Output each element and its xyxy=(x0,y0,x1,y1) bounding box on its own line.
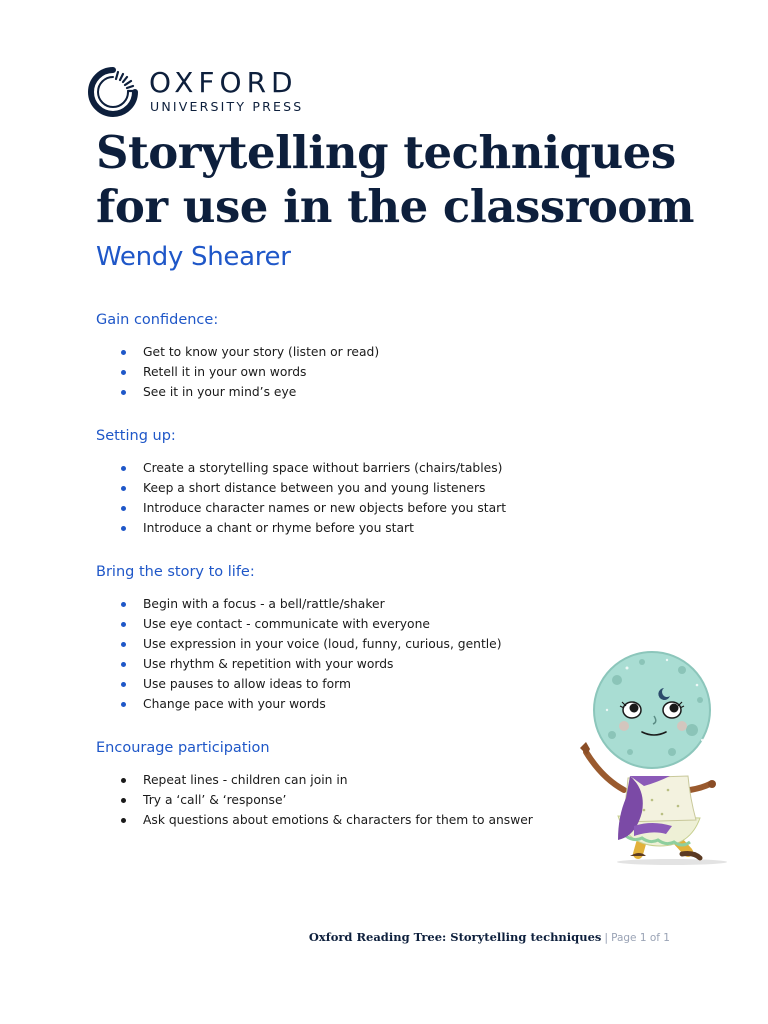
section-gain-confidence xyxy=(96,310,566,402)
page-number: Page 1 of 1 xyxy=(611,932,670,944)
author-name: Wendy Shearer xyxy=(96,242,291,272)
bullet-icon xyxy=(121,526,126,531)
list-item xyxy=(96,614,566,634)
bullet-icon xyxy=(121,702,126,707)
bullet-icon xyxy=(121,486,126,491)
list-item xyxy=(96,458,566,478)
title-line-2: for use in the classroom xyxy=(96,180,695,233)
bullet-list xyxy=(96,594,566,714)
list-item xyxy=(96,518,566,538)
list-item-text: Use rhythm & repetition with your words xyxy=(143,657,394,671)
list-item xyxy=(96,594,566,614)
page-footer xyxy=(309,930,670,944)
list-item xyxy=(96,790,566,810)
bullet-icon xyxy=(121,370,126,375)
section-bring-story-to-life xyxy=(96,562,566,714)
bullet-icon xyxy=(121,622,126,627)
bullet-list xyxy=(96,770,566,830)
list-item xyxy=(96,498,566,518)
bullet-icon xyxy=(121,682,126,687)
bullet-icon xyxy=(121,390,126,395)
list-item-text: Try a ‘call’ & ‘response’ xyxy=(143,793,287,807)
bullet-icon xyxy=(121,798,126,803)
bullet-icon xyxy=(121,466,126,471)
list-item xyxy=(96,674,566,694)
logo-subtitle: UNIVERSITY PRESS xyxy=(150,99,304,114)
section-heading: Gain confidence: xyxy=(96,312,219,328)
footer-title: Oxford Reading Tree: Storytelling techniques xyxy=(308,930,602,944)
list-item-text: Keep a short distance between you and young listeners xyxy=(143,481,486,495)
list-item-text: Use eye contact - communicate with everyone xyxy=(143,617,430,631)
list-item-text: Create a storytelling space without barriers (chairs/tables) xyxy=(143,461,503,475)
list-item xyxy=(96,810,566,830)
oxford-logo xyxy=(87,66,327,118)
title-line-1: Storytelling techniques xyxy=(96,126,676,179)
logo-wordmark: OXFORD xyxy=(149,66,298,99)
section-setting-up xyxy=(96,426,566,538)
list-item-text: Repeat lines - children can join in xyxy=(143,773,348,787)
moon-character-illustration xyxy=(572,640,732,870)
section-heading: Bring the story to life: xyxy=(96,564,255,580)
list-item xyxy=(96,382,566,402)
list-item xyxy=(96,770,566,790)
list-item xyxy=(96,654,566,674)
list-item xyxy=(96,694,566,714)
bullet-icon xyxy=(121,778,126,783)
bullet-icon xyxy=(121,506,126,511)
list-item xyxy=(96,342,566,362)
list-item-text: See it in your mind’s eye xyxy=(143,385,297,399)
list-item-text: Ask questions about emotions & characters for them to answer xyxy=(143,813,533,827)
section-heading: Setting up: xyxy=(96,428,176,444)
list-item-text: Introduce a chant or rhyme before you start xyxy=(143,521,414,535)
bullet-icon xyxy=(121,662,126,667)
bullet-list xyxy=(96,458,566,538)
oxford-logo-icon xyxy=(87,66,139,118)
list-item xyxy=(96,362,566,382)
bullet-list xyxy=(96,342,566,402)
list-item-text: Introduce character names or new objects before you start xyxy=(143,501,507,515)
list-item-text: Change pace with your words xyxy=(143,697,326,711)
list-item-text: Retell it in your own words xyxy=(143,365,307,379)
list-item-text: Use expression in your voice (loud, funny, curious, gentle) xyxy=(143,637,502,651)
list-item-text: Get to know your story (listen or read) xyxy=(143,345,380,359)
page-title xyxy=(96,126,736,234)
bullet-icon xyxy=(121,602,126,607)
bullet-icon xyxy=(121,350,126,355)
bullet-icon xyxy=(121,818,126,823)
section-heading: Encourage participation xyxy=(96,740,270,756)
list-item-text: Begin with a focus - a bell/rattle/shaker xyxy=(143,597,385,611)
bullet-icon xyxy=(121,642,126,647)
list-item xyxy=(96,634,566,654)
list-item xyxy=(96,478,566,498)
footer-separator: | xyxy=(604,931,609,944)
list-item-text: Use pauses to allow ideas to form xyxy=(143,677,351,691)
section-encourage-participation xyxy=(96,738,566,830)
